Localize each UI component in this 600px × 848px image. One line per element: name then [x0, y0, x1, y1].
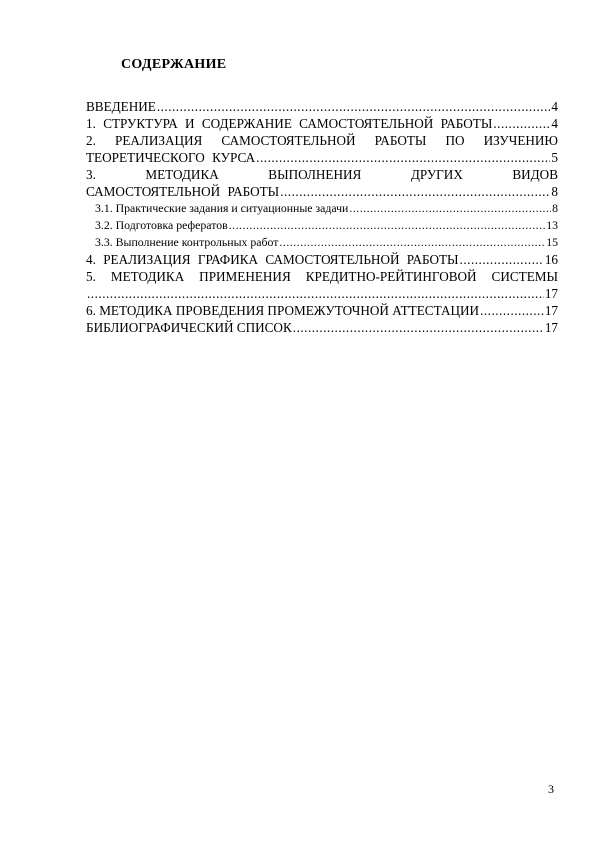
toc-entry-page: 4 — [551, 116, 558, 131]
toc-entry-section-2-line-1[interactable]: 2. РЕАЛИЗАЦИЯ САМОСТОЯТЕЛЬНОЙ РАБОТЫ ПО ИЗУЧЕНИЮ — [86, 133, 558, 148]
toc-entry-title: 3.1. Практические задания и ситуационные задачи — [95, 201, 349, 215]
toc-leader-dots — [493, 115, 550, 132]
toc-leader-dots — [349, 200, 551, 217]
toc-entry-section-5-line-2[interactable] — [86, 285, 558, 302]
toc-entry-title: 3.3. Выполнение контрольных работ — [95, 235, 279, 249]
toc-entry-section-3-3[interactable] — [86, 234, 558, 251]
toc-entry-section-3-1[interactable] — [86, 200, 558, 217]
toc-entry-page: 5 — [551, 150, 558, 165]
page-title: СОДЕРЖАНИЕ — [121, 57, 227, 72]
toc-entry-bibliography[interactable] — [86, 319, 558, 336]
toc-leader-dots — [279, 234, 545, 251]
toc-entry-section-6[interactable] — [86, 302, 558, 319]
toc-entry-page: 8 — [551, 184, 558, 199]
toc-entry-section-4[interactable] — [86, 251, 558, 268]
toc-entry-page: 17 — [544, 303, 558, 318]
toc-leader-dots — [229, 217, 546, 234]
toc-entry-page: 15 — [546, 235, 558, 249]
table-of-contents — [86, 98, 558, 336]
toc-entry-intro[interactable] — [86, 98, 558, 115]
toc-entry-section-3-line-2[interactable] — [86, 183, 558, 200]
toc-leader-dots — [280, 183, 550, 200]
toc-entry-section-2-line-2[interactable] — [86, 149, 558, 166]
toc-entry-title: САМОСТОЯТЕЛЬНОЙ РАБОТЫ — [86, 184, 280, 199]
toc-leader-dots — [157, 98, 551, 115]
toc-leader-dots — [480, 302, 544, 319]
toc-entry-section-3-line-1[interactable]: 3. МЕТОДИКА ВЫПОЛНЕНИЯ ДРУГИХ ВИДОВ — [86, 167, 558, 182]
toc-entry-title: БИБЛИОГРАФИЧЕСКИЙ СПИСОК — [86, 320, 292, 335]
toc-entry-page: 13 — [546, 218, 558, 232]
toc-entry-section-5-line-1[interactable]: 5. МЕТОДИКА ПРИМЕНЕНИЯ КРЕДИТНО-РЕЙТИНГОВОЙ СИСТЕМЫ — [86, 269, 558, 284]
toc-entry-title: 1. СТРУКТУРА И СОДЕРЖАНИЕ САМОСТОЯТЕЛЬНОЙ РАБОТЫ — [86, 116, 493, 131]
toc-entry-page: 4 — [551, 99, 558, 114]
page-number: 3 — [548, 782, 554, 796]
toc-entry-title: 4. РЕАЛИЗАЦИЯ ГРАФИКА САМОСТОЯТЕЛЬНОЙ РАБОТЫ — [86, 252, 459, 267]
toc-entry-page: 8 — [552, 201, 558, 215]
toc-entry-title: ТЕОРЕТИЧЕСКОГО КУРСА — [86, 150, 256, 165]
toc-leader-dots — [87, 285, 544, 302]
toc-entry-section-3-2[interactable] — [86, 217, 558, 234]
toc-entry-section-1[interactable] — [86, 115, 558, 132]
toc-entry-title: 6. МЕТОДИКА ПРОВЕДЕНИЯ ПРОМЕЖУТОЧНОЙ АТТЕСТАЦИИ — [86, 303, 480, 318]
toc-entry-title: ВВЕДЕНИЕ — [86, 99, 156, 114]
toc-leader-dots — [256, 149, 550, 166]
toc-leader-dots — [293, 319, 544, 336]
toc-entry-page: 17 — [544, 286, 558, 301]
toc-leader-dots — [460, 251, 544, 268]
toc-entry-page: 16 — [544, 252, 558, 267]
toc-entry-page: 17 — [544, 320, 558, 335]
toc-entry-title: 3.2. Подготовка рефератов — [95, 218, 228, 232]
